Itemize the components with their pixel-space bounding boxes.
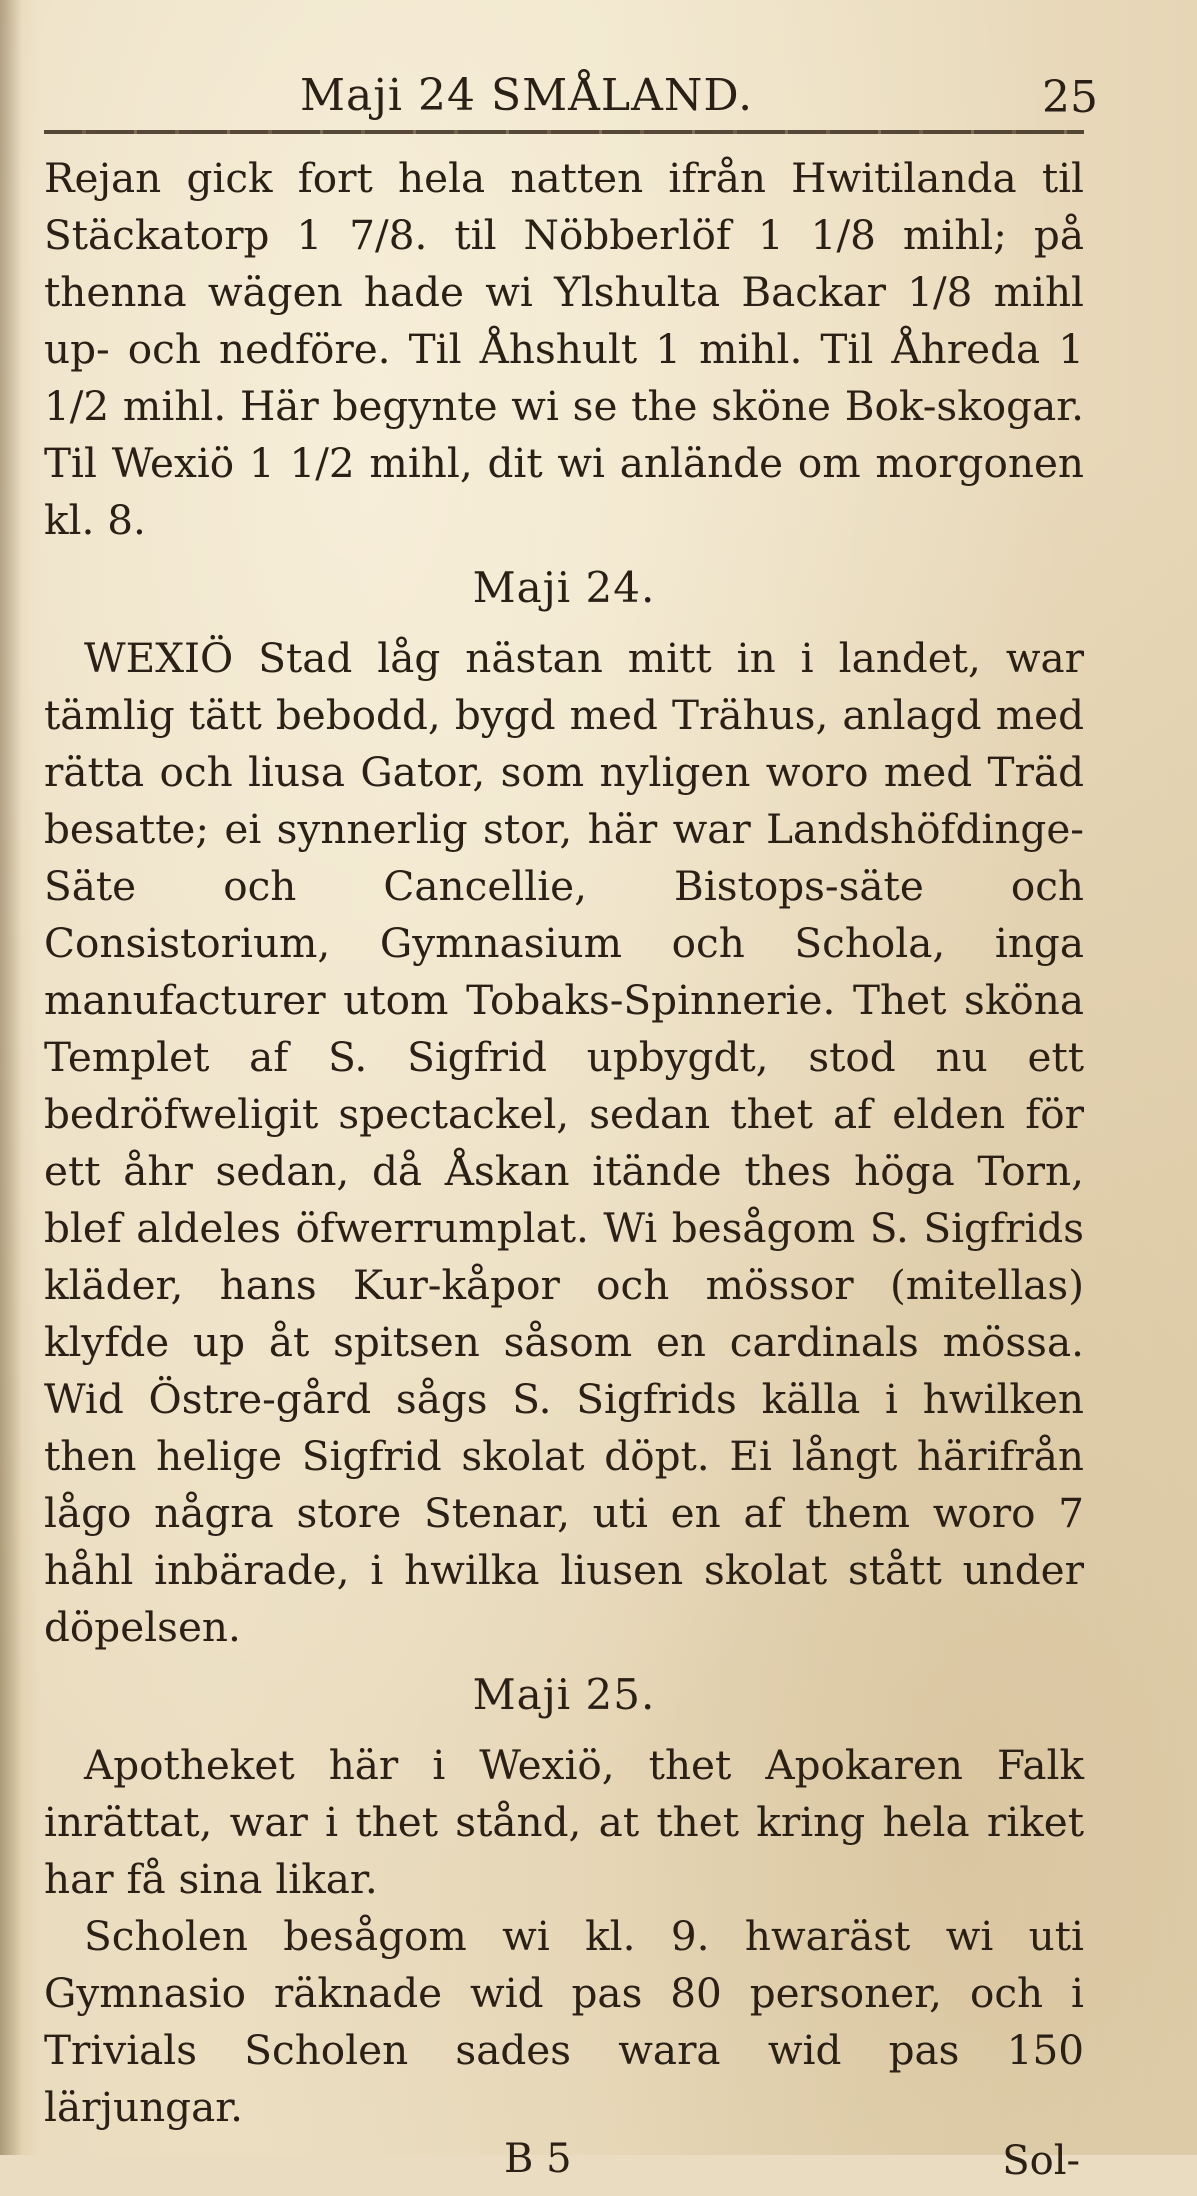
paragraph-apotheket: Apotheket här i Wexiö, thet Apokaren Falk inrättat, war i thet stånd, at thet kring hela riket har få sina likar. <box>44 1741 1084 1903</box>
footer-line <box>44 2136 1084 2196</box>
date-heading-maji-25: Maji 25. <box>472 1670 656 1719</box>
paragraph-wexio: WEXIÖ Stad låg nästan mitt in i landet, war tämlig tätt bebodd, bygd med Trähus, anlagd med rätta och liusa Gator, som nyligen woro med Träd besatte; ei synnerlig stor, här war Landshöfdinge-Säte och Cancellie, Bistops-säte och Consistorium, Gymnasium och Schola, inga manufacturer utom Tobaks-Spinnerie. Thet sköna Templet af S. Sigfrid upbygdt, stod nu ett bedröfweligit spectackel, sedan thet af elden för ett åhr sedan, då Åskan itände thes höga Torn, blef aldeles öfwerrumplat. Wi besågom S. Sigfrids kläder, hans Kur-kåpor och mössor (mitellas) klyfde up åt spitsen såsom en cardinals mössa. Wid Östre-gård sågs S. Sigfrids källa i hwilken then helige Sigfrid skolat döpt. Ei långt härifrån lågo några store Stenar, uti en af them woro 7 håhl inbärade, i hwilka liusen skolat stått under döpelsen. <box>44 634 1084 1651</box>
running-head: Maji 24 SMÅLAND. <box>300 70 754 121</box>
date-heading-maji-24: Maji 24. <box>472 563 656 612</box>
header-rule <box>44 130 1084 134</box>
page-number: 25 <box>1042 72 1098 123</box>
page-gutter-shadow <box>0 0 22 2155</box>
paragraph-scholen: Scholen besågom wi kl. 9. hwaräst wi uti Gymnasio räknade wid pas 80 personer, och i Trivials Scholen sades wara wid pas 150 lärjungar. <box>44 1912 1084 2131</box>
paragraph-journey: Rejan gick fort hela natten ifrån Hwitilanda til Stäckatorp 1 7/8. til Nöbberlöf 1 1/8 mihl; på thenna wägen hade wi Ylshulta Backar 1/8 mihl up- och nedföre. Til Åhshult 1 mihl. Til Åhreda 1 1/2 mihl. Här begynte wi se the sköne Bok-skogar. Til Wexiö 1 1/2 mihl, dit wi anlände om morgonen kl. 8. <box>44 154 1084 544</box>
catchword: Sol- <box>1002 2138 1080 2184</box>
page-header <box>48 62 1098 132</box>
body-text <box>44 150 1084 2196</box>
signature-mark: B 5 <box>504 2136 572 2182</box>
